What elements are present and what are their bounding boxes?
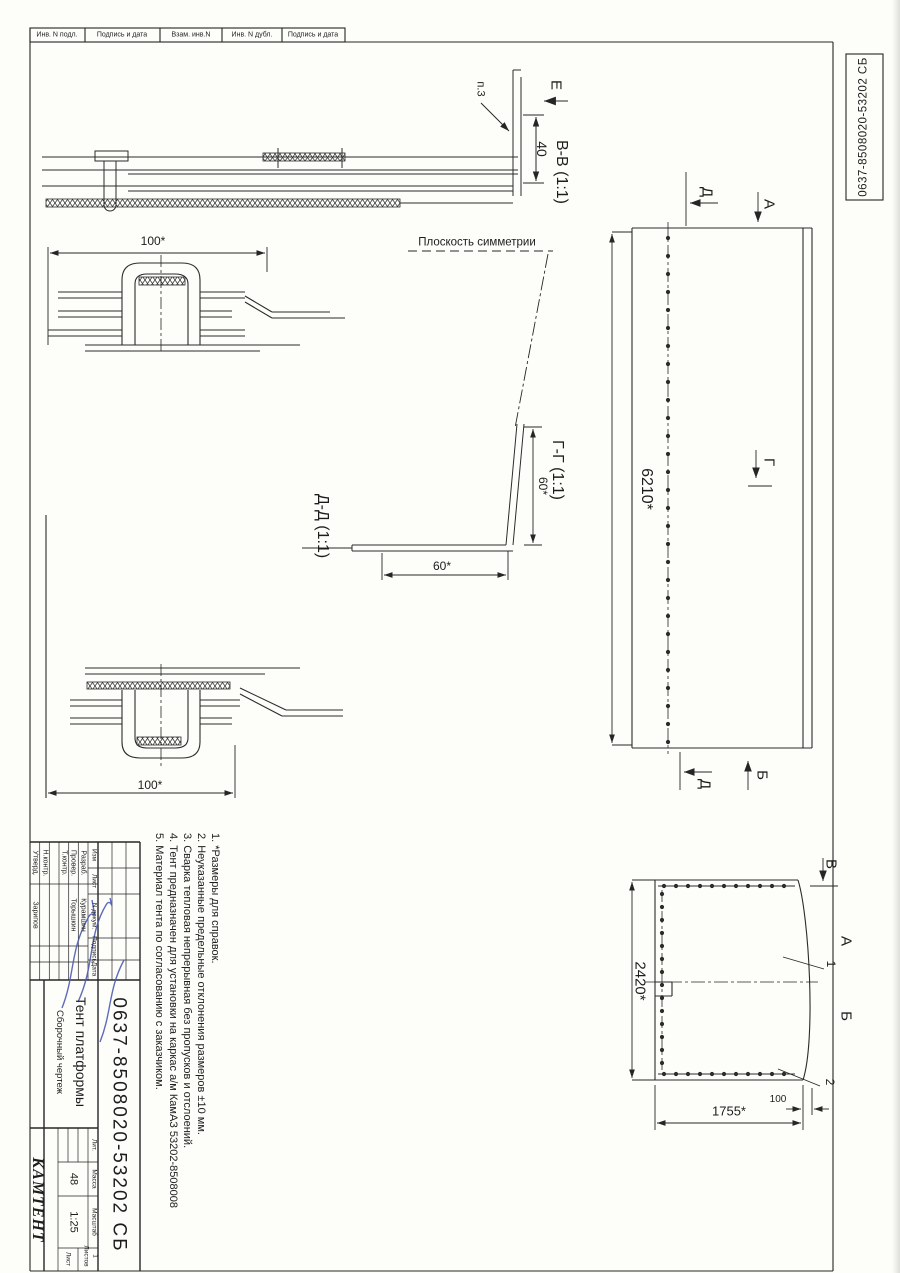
section-letter-g-mid: Г <box>760 457 778 467</box>
name-prover: Торышкин <box>69 898 77 932</box>
header-list: Лист <box>90 873 98 889</box>
note-line-3: 3. Сварка тепловая непрерывная без пропусков и отслоений. <box>181 833 193 1149</box>
label-lit: Лит. <box>90 1139 98 1151</box>
section-label-dd: Д-Д (1:1) <box>314 493 331 559</box>
label-massa: Масса <box>90 1169 98 1189</box>
value-sheets: 1 <box>91 1254 99 1258</box>
dim-60-horizontal: 60* <box>432 559 452 573</box>
value-masshtab: 1:25 <box>67 1211 80 1233</box>
dim-40: 40 <box>534 141 550 157</box>
dim-2420: 2420* <box>631 961 649 1001</box>
value-massa: 48 <box>67 1172 80 1186</box>
title-designation: 0637-8508020-53202 СБ <box>108 997 130 1253</box>
label-masshtab: Масштаб <box>90 1208 98 1236</box>
row-label-razrab: Разраб. <box>79 850 87 876</box>
frame-cell-inv-podl: Инв. N подл. <box>36 31 78 39</box>
name-razrab: Курамшин <box>79 898 87 932</box>
section-letter-v: В <box>822 858 840 870</box>
label-sheets: Листов <box>82 1245 90 1267</box>
note-line-1: 1. *Размеры для справок. <box>209 833 221 964</box>
frame-cell-podpis-data-2: Подпись и дата <box>287 31 339 39</box>
note-line-4: 4. Тент предназначен для установки на каркас а/м КамАЗ 53202-8508008 <box>167 833 179 1208</box>
corner-stamp-designation: 0637-8508020-53202 СБ <box>857 57 870 197</box>
dim-100-bottom: 100* <box>137 778 163 792</box>
zone-label-b: Б <box>837 1011 855 1021</box>
dim-60-vertical: 60* <box>536 476 550 496</box>
name-utverd: Зарипов <box>31 901 39 929</box>
dim-100-top: 100* <box>140 234 166 248</box>
paper-edge-shadow <box>892 0 900 1273</box>
section-label-gg: Г-Г (1:1) <box>549 440 566 500</box>
position-callout-2: 2 <box>823 1078 837 1086</box>
note-line-2: 2. Неуказанные предельные отклонения размеров ±10 мм. <box>195 833 207 1135</box>
dim-100-small: 100 <box>769 1094 787 1105</box>
view-letter-a-top: А <box>760 198 778 210</box>
frame-cell-vzam-inv: Взам. инв.N <box>171 31 211 39</box>
symmetry-plane-label: Плоскость симметрии <box>418 236 536 249</box>
view-letter-e: Е <box>547 79 565 91</box>
note-line-5: 5. Материал тента по согласованию с заказчиком. <box>153 833 165 1090</box>
company-name: КАМТЕНТ <box>29 1157 46 1243</box>
position-callout-1: 1 <box>824 960 838 968</box>
frame-cell-inv-dubl: Инв. N дубл. <box>231 31 273 39</box>
technical-notes <box>152 833 222 1263</box>
drawing-title: Тент платформы <box>73 996 89 1108</box>
row-label-tkontr: Т.контр. <box>60 850 68 876</box>
view-letter-b-bottom: Б <box>753 770 771 780</box>
callout-p3: п.3 <box>474 81 487 97</box>
dim-1755: 1755* <box>712 1103 746 1119</box>
header-ndokum: N докум. <box>90 902 98 930</box>
header-izm: Изм <box>90 848 98 862</box>
header-data: Дата <box>90 961 98 977</box>
header-podpis: Подпись <box>90 936 98 962</box>
row-label-prover: Провер. <box>69 849 77 877</box>
label-sheet: Лист <box>64 1251 72 1267</box>
title-name-block <box>48 997 92 1107</box>
row-label-utverd: Утверд. <box>31 850 39 876</box>
dim-6210: 6210* <box>638 468 655 510</box>
row-label-nkontr: Н.контр. <box>41 849 49 877</box>
zone-label-a: А <box>837 935 855 947</box>
document-type: Сборочный чертеж <box>54 1009 65 1094</box>
frame-cell-podpis-data-1: Подпись и дата <box>96 31 148 39</box>
section-label-bb: В-В (1:1) <box>553 139 570 205</box>
section-letter-d-bottom: Д <box>696 778 714 790</box>
section-letter-d-top: Д <box>698 186 716 198</box>
